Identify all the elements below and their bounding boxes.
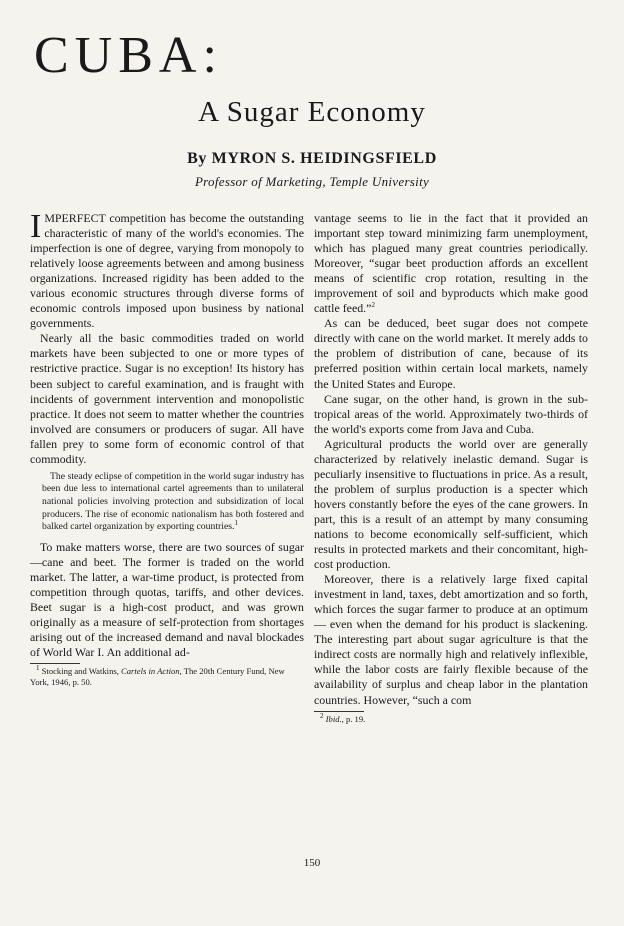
footnote-text: Stocking and Watkins,: [41, 666, 122, 677]
paragraph: [314, 211, 588, 316]
opening-paragraph-text: MPERFECT competition has become the outstanding characteristic of many of the world's economies. The imperfection is one of degree, varying from monopoly to relatively loose agreements between and among business organizations. Increased rigidity has been added to the various economic structures through diverse forms of economic controls imposed upon business by national governments.: [30, 211, 304, 331]
footnote: [314, 711, 588, 725]
paragraph: Nearly all the basic commodities traded on world markets have been subjected to one or more types of restrictive practice. Sugar is no exception! Its history has been subject to careful examination, and is fraught with incidents of government intervention and monopolistic practice. It does not seem to matter whether the countries involved are consumers or producers of sugar. All have fallen prey to some form of economic control of that commodity.: [30, 331, 304, 466]
footnote-title: Ibid.,: [325, 713, 344, 724]
left-column: [30, 208, 304, 688]
footnote: [30, 666, 304, 688]
footnote-text: p. 19.: [343, 713, 366, 724]
paragraph: Agricultural products the world over are generally characterized by relatively inelastic demand. Sugar is peculiarly insensitive to fluctuations in price. As a result, the problem of surplus production is a specter which hovers constantly before the eyes of the cane growers. In part, this is a result of an attempt by many consuming nations to become economically self-sufficient, which results in protected markets and their concomitant, high-cost production.: [314, 436, 588, 572]
block-quote-text: The steady eclipse of competition in the world sugar industry has been due less to international cartel agreements than to unilateral national policies involving protection and subsidization of local producers. The rise of economic nationalism has both fostered and balked cartel organization by exporting countries.: [42, 470, 304, 533]
footnote-title: Cartels in Action,: [121, 666, 182, 677]
paragraph: As can be deduced, beet sugar does not compete directly with cane on the world market. It merely adds to the problem of distribution of cane, because of its preferred position within certain local markets, namely the United States and Europe.: [314, 316, 588, 391]
footnote-number: 1: [36, 664, 40, 673]
article-title: CUBA:: [34, 27, 223, 84]
paragraph-text: vantage seems to lie in the fact that it provided an important step toward minimizing farm unemployment, which has plagued many great countries periodically. Moreover, “sugar beet production affords an excellent means of scientific crop rotation, resulting in the improvement of soil and byproducts which make good cattle feed.”: [314, 211, 588, 316]
footnote-number: 2: [320, 711, 324, 720]
paragraph: To make matters worse, there are two sources of sugar—cane and beet. The former is traded on the world market. The latter, a war-time product, is protected from competition through quotas, tariffs, and other devices. Beet sugar is a high-cost product, and was grown originally as a measure of self-protection from shortages arising out of the increased demand and naval blockades of World War I. An additional ad-: [30, 539, 304, 660]
footnote-ref: 2: [371, 301, 375, 310]
footnote-ref: 1: [234, 518, 238, 527]
right-column: [314, 211, 588, 725]
paragraph: Moreover, there is a relatively large fixed capital investment in land, taxes, debt amortization and so forth, which forces the sugar farmer to produce at an optimum — even when the demand for his product is slackening. The interesting part about sugar agriculture is that the indirect costs are normally high and relatively inflexible, while the labor costs are fairly flexible because of the availability of surplus and cheap labor in the plantation countries. However, “such a com: [314, 572, 588, 707]
block-quote: [42, 471, 304, 534]
author-byline: By MYRON S. HEIDINGSFIELD: [187, 150, 437, 167]
author-affiliation: Professor of Marketing, Temple University: [194, 174, 430, 189]
page-number: 150: [303, 857, 321, 869]
opening-paragraph: [30, 208, 304, 331]
paragraph: Cane sugar, on the other hand, is grown in the sub-tropical areas of the world. Approximately two-thirds of the world's exports come from Java and Cuba.: [314, 391, 588, 436]
drop-cap: I: [30, 208, 42, 245]
footnote-text: The 20th Century Fund, New York, 1946, p. 50.: [30, 666, 285, 688]
article-subtitle: A Sugar Economy: [198, 96, 426, 128]
